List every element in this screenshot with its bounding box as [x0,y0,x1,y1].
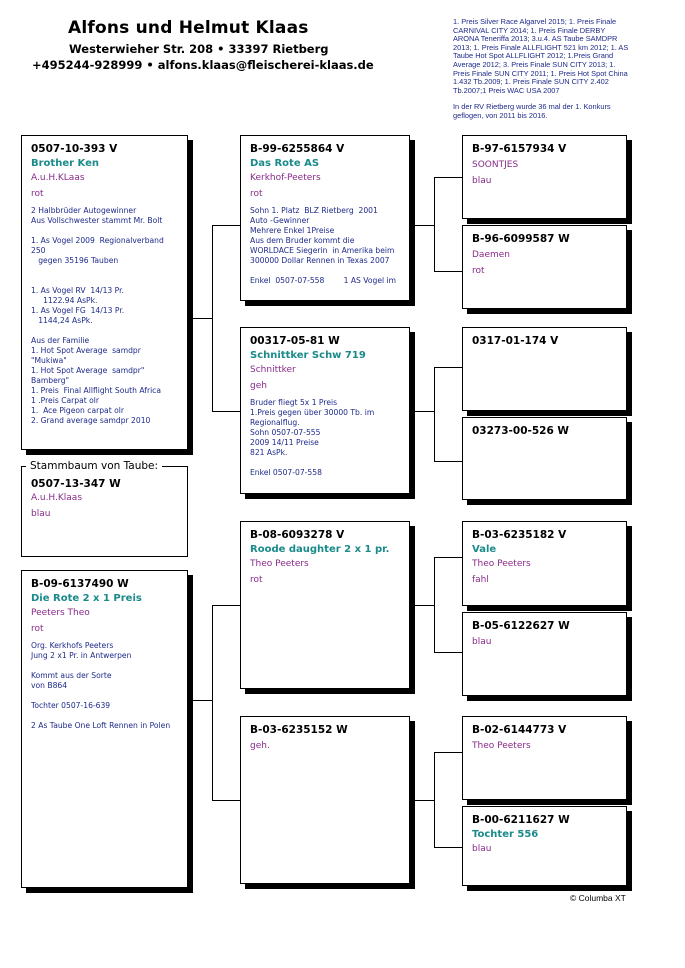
connector [434,752,435,848]
ring-number: 0507-10-393 V [31,143,118,155]
note-line [31,661,179,671]
note-line: Bruder fliegt 5x 1 Preis [250,398,338,407]
note-line: 1. As Vogel FG 14/13 Pr. [31,306,125,315]
pigeon-color: blau [472,637,492,647]
connector [187,318,213,319]
ring-number: B-02-6144773 V [472,724,567,736]
note-line: 1. Preis Final Allflight South Africa [31,386,162,395]
note-line: Aus dem Bruder kommt die [250,236,355,245]
ring-number: B-03-6235152 W [250,724,348,736]
achievement-line: CARNIVAL CITY 2014; 1. Preis Finale DERBY [453,25,606,35]
connector [434,177,462,178]
pigeon-color: rot [31,624,44,634]
note-line: Mehrere Enkel 1Preise [250,226,335,235]
note-line: 250 [31,246,46,255]
ring-number: B-09-6137490 W [31,578,129,590]
ring-number: B-99-6255864 V [250,143,345,155]
note-line [31,226,179,236]
note-line: 1. As Vogel 2009 Regionalverband [31,236,164,245]
note-line: 1122.94 AsPk. [31,296,98,305]
note-line: 1. Hot Spot Average samdpr" [31,366,145,375]
ring-number: B-03-6235182 V [472,529,567,541]
pedigree-box-father[interactable] [21,135,188,450]
pigeon-color: rot [31,189,44,199]
rv-line: In der RV Rietberg wurde 36 mal der 1. Konkurs [453,102,611,112]
pigeon-name: Schnittker Schw 719 [250,350,366,361]
note-line: Bamberg" [31,376,70,385]
achievement-line: ARONA Teneriffa 2013; 3.u.4. AS Taube SAMDPR [453,34,618,44]
pigeon-name: Die Rote 2 x 1 Preis [31,593,142,604]
achievement-line: Tb.2007;1 Preis WAC USA 2007 [453,85,560,95]
note-line: WORLDACE Siegerin in Amerika beim [250,246,395,255]
achievements-lines [453,18,648,95]
achievement-line: Preis Finale SUN CITY 2011; 1. Preis Hot Spot China [453,68,628,78]
connector [434,177,435,272]
breeder: Peeters Theo [31,608,90,618]
pedigree-box-mother[interactable] [21,570,188,888]
connector [434,557,462,558]
note-line: Aus der Familie [31,336,90,345]
note-line: 2 Halbbrüder Autogewinner [31,206,137,215]
note-line [31,691,179,701]
pedigree-box-fm[interactable] [240,327,410,494]
note-line: Jung 2 x1 Pr. in Antwerpen [31,651,132,660]
pedigree-box-subject[interactable] [21,466,188,557]
note-line: 1.Preis gegen über 30000 Tb. im [250,408,375,417]
pedigree-box-mmf[interactable] [462,716,627,800]
breeder: Theo Peeters [472,741,531,751]
ring-number: B-05-6122627 W [472,620,570,632]
pigeon-color: blau [472,176,492,186]
ring-number: B-00-6211627 W [472,814,570,826]
ring-number: 0317-01-174 V [472,335,559,347]
note-line: Kommt aus der Sorte [31,671,112,680]
pigeon-name: Tochter 556 [472,829,539,840]
connector [434,367,435,462]
note-line: Sohn 0507-07-555 [250,428,321,437]
connector [410,225,435,226]
connector [212,411,240,412]
achievement-line: 1.432 Tb.2009; 1. Preis Finale SUN CITY 2.402 [453,77,609,87]
pigeon-color: fahl [472,575,489,585]
connector [410,800,435,801]
pigeon-notes [31,641,179,731]
connector [434,271,462,272]
copyright: © Columba XT [570,893,626,903]
pigeon-color: rot [250,189,263,199]
connector [410,411,435,412]
legend-label: Stammbaum von Taube: [26,460,162,472]
note-line: 1144,24 AsPk. [31,316,93,325]
pigeon-name: Vale [472,544,497,555]
note-line: von B864 [31,681,68,690]
pigeon-color: geh [250,381,267,391]
note-line: 300000 Dollar Rennen in Texas 2007 [250,256,390,265]
note-line: 1 .Preis Carpat olr [31,396,100,405]
note-line: Regionalflug. [250,418,300,427]
pigeon-notes [250,398,401,478]
note-line [250,458,401,468]
note-line: Aus Vollschwester stammt Mr. Bolt [31,216,163,225]
note-line: gegen 35196 Tauben [31,256,119,265]
achievements-text [453,18,648,121]
connector [434,752,462,753]
connector [187,700,213,701]
pedigree-box-ff[interactable] [240,135,410,301]
pedigree-box-mm[interactable] [240,716,410,884]
breeder: Schnittker [250,365,296,375]
pedigree-box-fmm[interactable] [462,417,627,500]
pedigree-box-ffm[interactable] [462,225,627,309]
pigeon-notes [250,206,401,286]
breeder: Kerkhof-Peeters [250,173,321,183]
note-line: Org. Kerkhofs Peeters [31,641,114,650]
connector [434,461,462,462]
breeder: A.u.H.KLaas [31,173,85,183]
ring-number: 0507-13-347 W [31,478,121,490]
pigeon-name: Brother Ken [31,158,99,169]
ring-number: 03273-00-526 W [472,425,570,437]
note-line: 1. As Vogel RV 14/13 Pr. [31,286,124,295]
note-line: 821 AsPk. [250,448,288,457]
pigeon-color: geh. [250,741,270,751]
connector [212,605,240,606]
pedigree-box-mfm[interactable] [462,612,627,696]
connector [434,367,462,368]
note-line [31,276,179,286]
note-line: 1. Ace Pigeon carpat olr [31,406,124,415]
ring-number: B-08-6093278 V [250,529,345,541]
pedigree-box-mmm[interactable] [462,806,627,886]
breeder: Daemen [472,250,510,260]
achievement-line: Taube Hot Spot ALLFLIGHT 2012; 1.Preis Grand [453,51,614,61]
breeder: Theo Peeters [250,559,309,569]
note-line: "Mukiwa" [31,356,67,365]
connector [212,225,240,226]
note-line: Tochter 0507-16-639 [31,701,111,710]
note-line: 2009 14/11 Preise [250,438,319,447]
rv-lines [453,103,648,120]
note-line: Auto -Gewinner [250,216,310,225]
pedigree-box-mf[interactable] [240,521,410,689]
connector [212,800,240,801]
pigeon-color: blau [31,509,51,519]
connector [212,605,213,801]
note-line: Sohn 1. Platz BLZ Rietberg 2001 [250,206,378,215]
note-line: Enkel 0507-07-558 1 AS Vogel im [250,276,397,285]
breeder: Theo Peeters [472,559,531,569]
owner-name: Alfons und Helmut Klaas [68,18,309,38]
note-line: 2. Grand average samdpr 2010 [31,416,151,425]
connector [434,847,462,848]
connector [410,605,435,606]
achievement-line: Average 2012; 3. Preis Finale SUN CITY 2013; 1. [453,59,616,69]
connector [434,652,462,653]
breeder: A.u.H.Klaas [31,493,83,503]
pedigree-box-mff[interactable] [462,521,627,606]
ring-number: B-97-6157934 V [472,143,567,155]
owner-address: Westerwieher Str. 208 • 33397 Rietberg [69,42,329,56]
achievement-line: 2013; 1. Preis Finale ALLFLIGHT 521 km 2012; 1. AS [453,42,629,52]
pedigree-box-fff[interactable] [462,135,627,219]
pigeon-color: rot [250,575,263,585]
breeder: SOONTJES [472,160,519,170]
pigeon-color: blau [472,844,492,854]
note-line [31,326,179,336]
pigeon-name: Das Rote AS [250,158,320,169]
note-line: 1. Hot Spot Average samdpr [31,346,141,355]
ring-number: 00317-05-81 W [250,335,340,347]
note-line [250,266,401,276]
note-line [31,266,179,276]
ring-number: B-96-6099587 W [472,233,570,245]
pigeon-name: Roode daughter 2 x 1 pr. [250,544,390,555]
note-line: Enkel 0507-07-558 [250,468,322,477]
pigeon-color: rot [472,266,485,276]
pedigree-box-fmf[interactable] [462,327,627,411]
note-line [31,711,179,721]
connector [434,557,435,653]
note-line: 2 As Taube One Loft Rennen in Polen [31,721,171,730]
achievement-line: 1. Preis Silver Race Algarvel 2015; 1. Preis Finale [453,17,617,26]
connector [212,225,213,412]
pigeon-notes [31,206,179,426]
owner-contact: +495244-928999 • alfons.klaas@fleischerei-klaas.de [32,58,374,72]
rv-line: geflogen, von 2011 bis 2016. [453,110,548,120]
